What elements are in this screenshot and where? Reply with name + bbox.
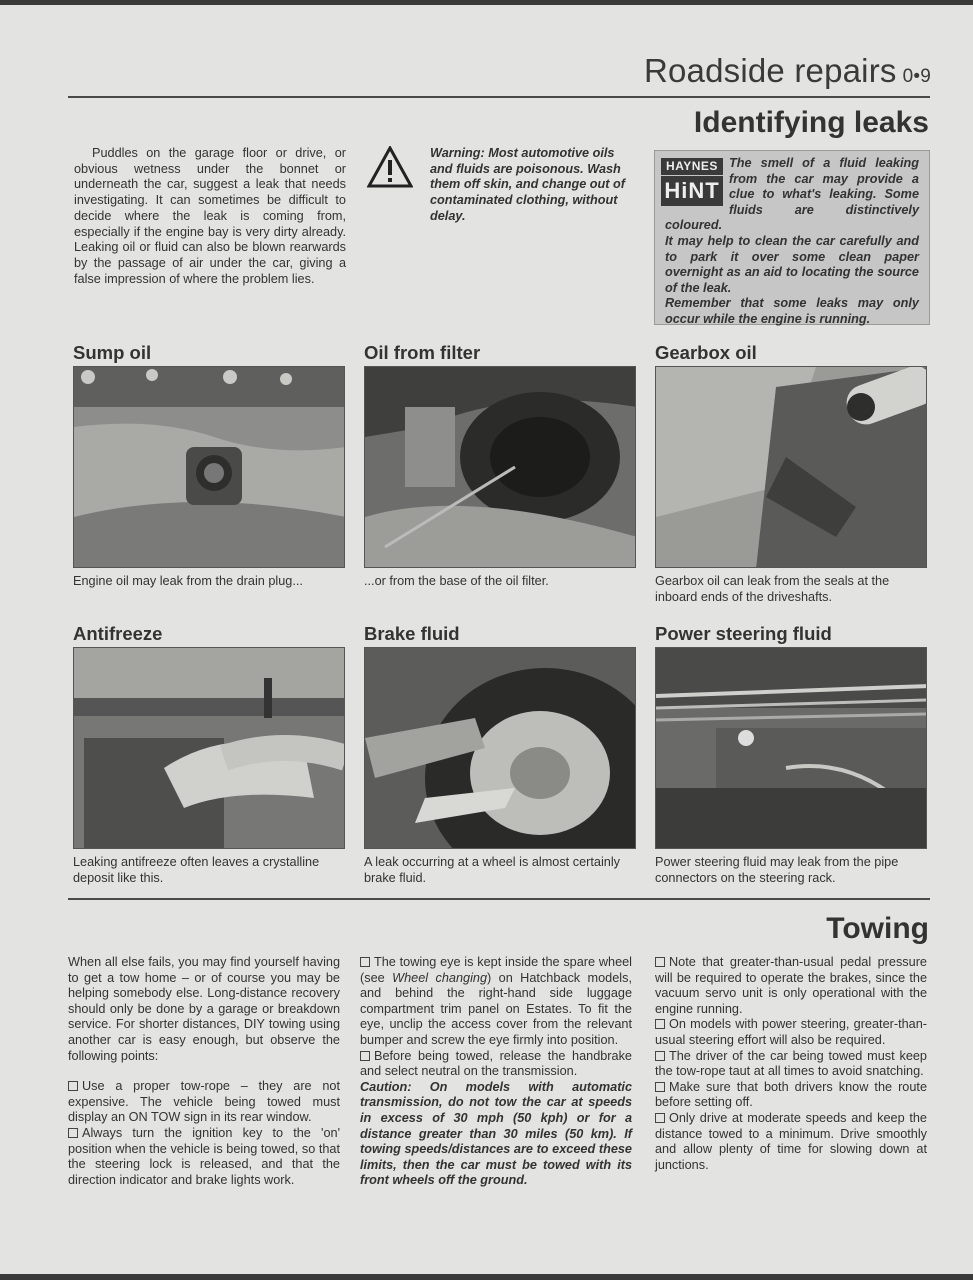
header-title: Roadside repairs [643,52,897,89]
leaks-intro: Puddles on the garage floor or drive, or obvious wetness under the bonnet or underneath the car, suggest a leak that needs investigating. It can sometimes be difficult to decide where the leak is coming from, especially if the engine bay is very dirty already. Leaking oil or fluid can also be blown rearwards by the passage of air under the car, giving a false impression of where the problem lies. [74,146,346,286]
hint-text-3: Remember that some leaks may only occur while the engine is running. [665,296,919,326]
hint-text-2: It may help to clean the car carefully and to park it over some clean paper overnight as an aid to locating the source of the leak. [665,233,919,295]
panel-caption: Engine oil may leak from the drain plug... [73,574,303,588]
towing-column-2 [360,955,632,1189]
panel-gearbox-oil [655,342,927,605]
panel-heading: Oil from filter [364,342,481,363]
warning-triangle-icon [367,146,413,188]
towing-item: The towing eye is kept inside the spare wheel (see Wheel changing) on Hatchback models, and behind the right-hand side luggage compartment trim panel on Estates. To fit the eye, unclip the access cover from the relevant bumper and screw the eye firmly into position. [360,955,632,1047]
panel-brake-fluid [364,623,636,886]
photo-brake-fluid [364,647,636,849]
checkbox-icon [655,957,665,967]
towing-column-3 [655,955,927,1173]
checkbox-icon [360,957,370,967]
photo-antifreeze [73,647,345,849]
checkbox-icon [68,1128,78,1138]
panel-caption: Leaking antifreeze often leaves a crystalline deposit like this. [73,855,320,885]
caution-text: Caution: On models with automatic transmission, do not tow the car at speeds in excess of 30 mph (50 kph) or for a distance greater than 30 miles (50 km). If towing speeds/distances are to exceed these limits, then the car must be towed with its front wheels off the ground. [360,1079,633,1188]
panel-heading: Power steering fluid [655,623,832,644]
checkbox-icon [655,1019,665,1029]
checkbox-icon [655,1113,665,1123]
towing-rule [68,898,930,900]
panel-caption: ...or from the base of the oil filter. [364,574,549,588]
section-title-leaks: Identifying leaks [693,106,929,139]
header-rule [68,96,930,98]
panel-heading: Brake fluid [364,623,460,644]
panel-heading: Sump oil [73,342,152,363]
checkbox-icon [68,1081,78,1091]
panel-caption: A leak occurring at a wheel is almost certainly brake fluid. [364,855,620,885]
panel-heading: Gearbox oil [655,342,757,363]
photo-sump-oil [73,366,345,568]
checkbox-icon [655,1051,665,1061]
checkbox-icon [360,1051,370,1061]
panel-power-steering-fluid [655,623,927,886]
towing-column-1 [68,955,340,1188]
panel-antifreeze [73,623,345,886]
haynes-hint-box [654,150,930,325]
panel-oil-from-filter [364,342,636,590]
panel-heading: Antifreeze [73,623,163,644]
towing-item: Only drive at moderate speeds and keep the distance towed to a minimum. Drive smoothly and allow plenty of time for slowing down at junctions. [655,1110,927,1172]
towing-item: Use a proper tow-rope – they are not expensive. The vehicle being towed must display an ON TOW sign in its rear window. [68,1079,340,1125]
towing-item: Note that greater-than-usual pedal pressure will be required to operate the brakes, since the vacuum servo unit is only operational with the engine running. [655,955,927,1016]
haynes-hint-logo: HAYNES HiNT [661,158,723,206]
towing-item: Before being towed, release the handbrake and select neutral on the transmission. [360,1048,632,1079]
panel-caption: Gearbox oil can leak from the seals at the inboard ends of the driveshafts. [655,574,890,604]
top-border [0,0,973,5]
section-title-towing: Towing [826,912,929,945]
towing-item: Always turn the ignition key to the 'on' position when the vehicle is being towed, so that the steering lock is released, and that the direction indicator and brake lights work. [68,1125,340,1187]
panel-caption: Power steering fluid may leak from the pipe connectors on the steering rack. [655,855,899,885]
towing-item: On models with power steering, greater-than-usual steering effort will also be required. [655,1017,927,1047]
page-number: 0•9 [902,66,931,87]
towing-intro: When all else fails, you may find yourself having to get a tow home – or of course you may be helping somebody else. Long-distance recovery should only be done by a garage or breakdown service. For shorter distances, DIY towing using another car is easy enough, but observe the following points: [68,955,340,1063]
page-header [644,52,931,90]
bottom-border [0,1274,973,1280]
hint-text-1: The smell of a fluid leaking from the car may provide a clue to what's leaking. Some fluids are distinctively coloured. [665,156,919,233]
photo-power-steering [655,647,927,849]
warning-text: Warning: Most automotive oils and fluids are poisonous. Wash them off skin, and change out of contaminated clothing, without delay. [430,146,626,223]
photo-gearbox-oil [655,366,927,568]
photo-oil-filter [364,366,636,568]
panel-sump-oil [73,342,345,590]
towing-item: The driver of the car being towed must keep the tow-rope taut at all times to avoid snatching. [655,1048,927,1079]
checkbox-icon [655,1082,665,1092]
towing-item: Make sure that both drivers know the route before setting off. [655,1079,927,1110]
